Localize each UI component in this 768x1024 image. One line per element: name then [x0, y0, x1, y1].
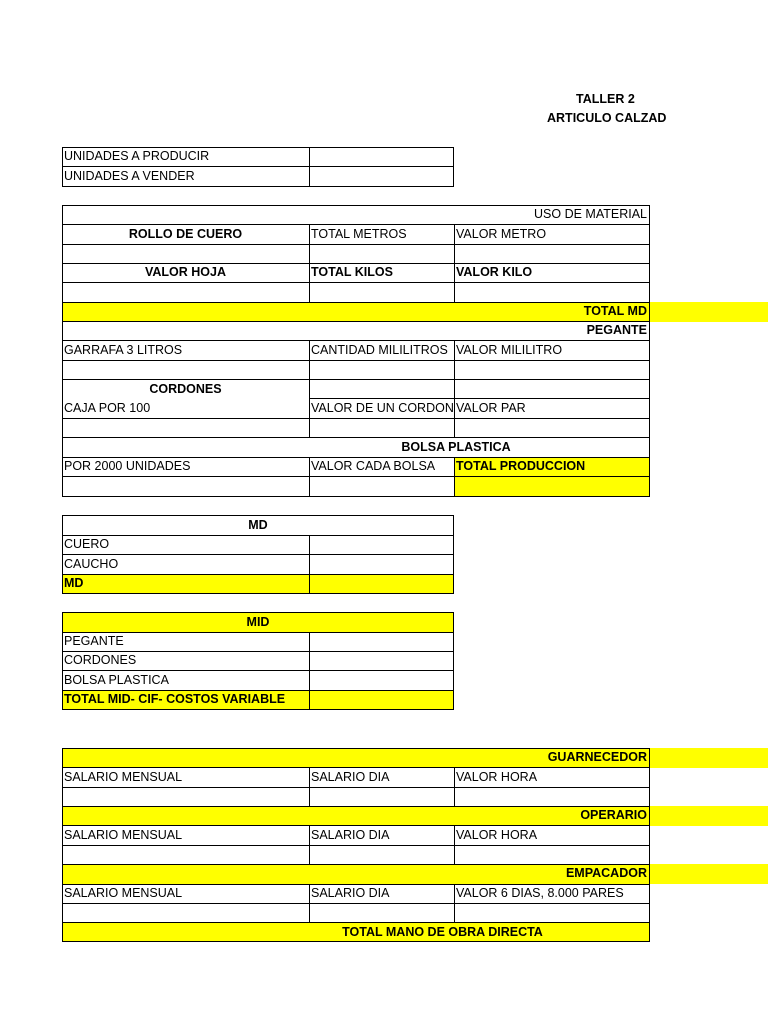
guarnecedor-label: GUARNECEDOR — [547, 750, 647, 764]
total-metros-label: TOTAL METROS — [311, 227, 407, 241]
cantidad-ml-label: CANTIDAD MILILITROS — [311, 343, 448, 357]
total-mod-label: TOTAL MANO DE OBRA DIRECTA — [342, 925, 543, 939]
empacador-salario-mensual: SALARIO MENSUAL — [64, 886, 183, 900]
guarnecedor-valor-hora: VALOR HORA — [456, 770, 538, 784]
bolsa-plastica-label: BOLSA PLASTICA — [401, 440, 511, 454]
valor-par-label: VALOR PAR — [456, 401, 526, 415]
por2000-label: POR 2000 UNIDADES — [64, 459, 191, 473]
total-produccion-label: TOTAL PRODUCCION — [456, 459, 586, 473]
total-md-label: TOTAL MD — [583, 304, 647, 318]
mid-bolsa-label: BOLSA PLASTICA — [64, 673, 169, 687]
md-total-label: MD — [64, 576, 84, 590]
valor-ml-label: VALOR MILILITRO — [456, 343, 563, 357]
uso-material-label: USO DE MATERIAL — [534, 207, 647, 221]
md-header: MD — [248, 518, 268, 532]
units-vender-label: UNIDADES A VENDER — [64, 169, 195, 183]
rollo-cuero-label: ROLLO DE CUERO — [128, 227, 243, 241]
md-caucho-label: CAUCHO — [64, 557, 119, 571]
empacador-label: EMPACADOR — [565, 866, 647, 880]
valor-bolsa-label: VALOR CADA BOLSA — [311, 459, 436, 473]
sheet-subtitle: ARTICULO CALZAD — [547, 111, 667, 125]
empacador-salario-dia: SALARIO DIA — [311, 886, 390, 900]
operario-valor-hora: VALOR HORA — [456, 828, 538, 842]
operario-salario-dia: SALARIO DIA — [311, 828, 390, 842]
pegante-label: PEGANTE — [586, 323, 647, 337]
units-producir-label: UNIDADES A PRODUCIR — [64, 149, 210, 163]
garrafa-label: GARRAFA 3 LITROS — [64, 343, 183, 357]
guarnecedor-salario-mensual: SALARIO MENSUAL — [64, 770, 183, 784]
mid-cordones-label: CORDONES — [64, 653, 137, 667]
operario-label: OPERARIO — [580, 808, 647, 822]
mid-header: MID — [246, 615, 270, 629]
empacador-valor-6dias: VALOR 6 DIAS, 8.000 PARES — [456, 886, 624, 900]
valor-kilo-label: VALOR KILO — [456, 265, 533, 279]
cordones-label: CORDONES — [149, 382, 222, 396]
operario-salario-mensual: SALARIO MENSUAL — [64, 828, 183, 842]
mid-total-label: TOTAL MID- CIF- COSTOS VARIABLE — [64, 692, 286, 706]
md-cuero-label: CUERO — [64, 537, 110, 551]
total-kilos-label: TOTAL KILOS — [311, 265, 393, 279]
sheet-title: TALLER 2 — [576, 92, 635, 106]
valor-cordon-label: VALOR DE UN CORDON — [311, 401, 454, 415]
mid-pegante-label: PEGANTE — [64, 634, 124, 648]
valor-hoja-label: VALOR HOJA — [144, 265, 227, 279]
valor-metro-label: VALOR METRO — [456, 227, 547, 241]
caja-label: CAJA POR 100 — [64, 401, 151, 415]
guarnecedor-salario-dia: SALARIO DIA — [311, 770, 390, 784]
